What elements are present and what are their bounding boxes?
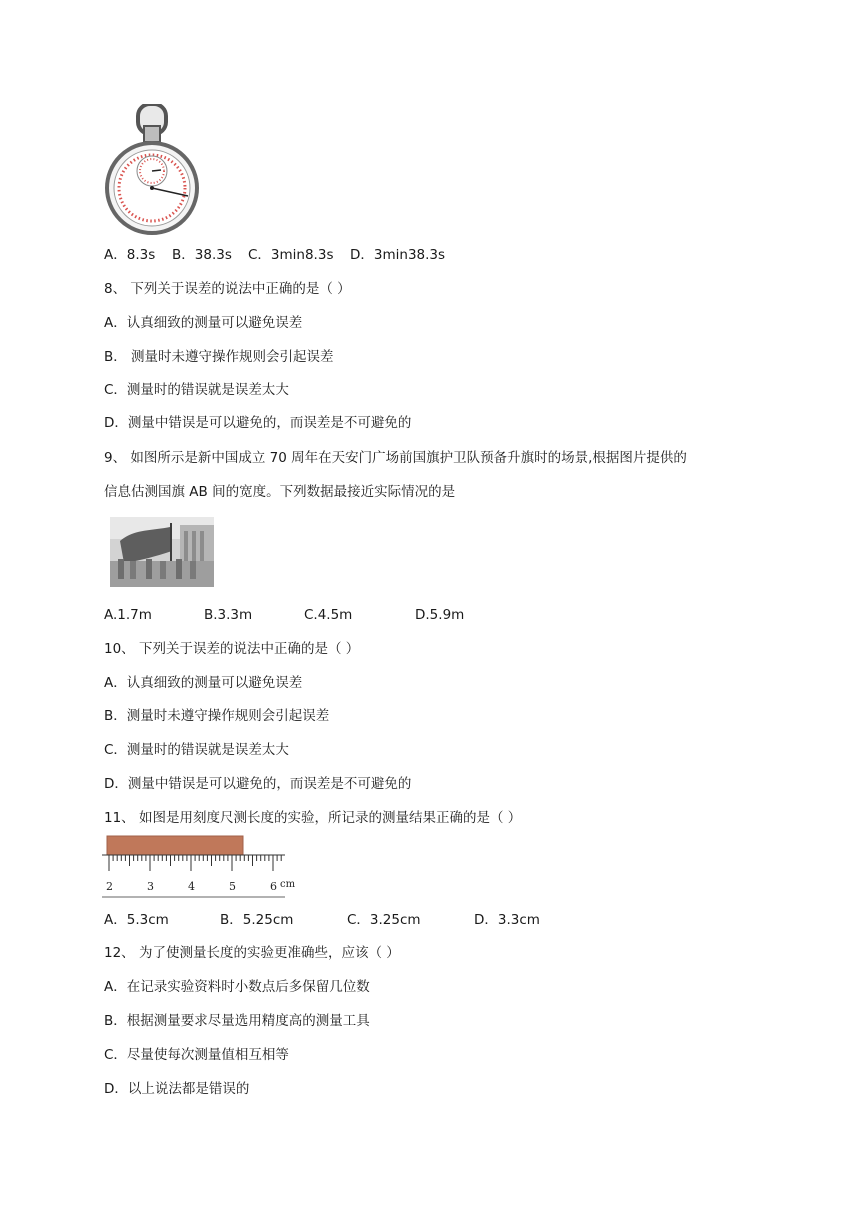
ruler-tick-label-3: 3 bbox=[147, 880, 154, 893]
q12-option-c: C．尽量使每次测量值相互相等 bbox=[104, 1047, 289, 1063]
q10-stem: 10、 下列关于误差的说法中正确的是（ ） bbox=[104, 641, 360, 657]
q10-option-d: D．测量中错误是可以避免的，而误差是不可避免的 bbox=[104, 776, 412, 792]
q7-option-d: D．3min38.3s bbox=[350, 247, 446, 263]
q8-option-a: A．认真细致的测量可以避免误差 bbox=[104, 315, 303, 331]
q11-stem: 11、 如图是用刻度尺测长度的实验，所记录的测量结果正确的是（ ） bbox=[104, 810, 522, 826]
q10-option-a: A．认真细致的测量可以避免误差 bbox=[104, 675, 303, 691]
q7-option-c: C．3min8.3s bbox=[248, 247, 334, 263]
ruler-image bbox=[102, 834, 298, 900]
q9-option-b: B.3.3m bbox=[204, 607, 253, 623]
q8-option-d: D．测量中错误是可以避免的，而误差是不可避免的 bbox=[104, 415, 412, 431]
ruler-unit-label: cm bbox=[280, 879, 296, 890]
q11-option-b: B．5.25cm bbox=[220, 912, 294, 928]
q11-option-a: A．5.3cm bbox=[104, 912, 169, 928]
q12-option-d: D．以上说法都是错误的 bbox=[104, 1081, 250, 1097]
q9-stem-line1: 9、 如图所示是新中国成立 70 周年在天安门广场前国旗护卫队预备升旗时的场景,根据图片提供的 bbox=[104, 450, 687, 466]
q12-option-a: A．在记录实验资料时小数点后多保留几位数 bbox=[104, 979, 370, 995]
q9-stem-line2: 信息估测国旗 AB 间的宽度。下列数据最接近实际情况的是 bbox=[104, 484, 456, 500]
q9-option-a: A.1.7m bbox=[104, 607, 152, 623]
q9-option-d: D.5.9m bbox=[415, 607, 465, 623]
stopwatch-icon bbox=[104, 104, 200, 236]
q9-option-c: C.4.5m bbox=[304, 607, 353, 623]
ruler-figure bbox=[102, 834, 298, 900]
q10-option-c: C．测量时的错误就是误差太大 bbox=[104, 742, 289, 758]
flag-ceremony-photo bbox=[110, 517, 214, 587]
q11-option-d: D．3.3cm bbox=[474, 912, 540, 928]
stopwatch-figure bbox=[104, 104, 200, 236]
q8-option-c: C．测量时的错误就是误差太大 bbox=[104, 382, 289, 398]
ruler-tick-label-4: 4 bbox=[188, 880, 195, 893]
q12-option-b: B．根据测量要求尽量选用精度高的测量工具 bbox=[104, 1013, 370, 1029]
q7-option-b: B．38.3s bbox=[172, 247, 232, 263]
q7-option-a: A．8.3s bbox=[104, 247, 156, 263]
ruler-tick-label-2: 2 bbox=[106, 880, 113, 893]
flag-photo-image bbox=[110, 517, 214, 587]
q10-option-b: B．测量时未遵守操作规则会引起误差 bbox=[104, 708, 330, 724]
q8-option-b: B． 测量时未遵守操作规则会引起误差 bbox=[104, 349, 334, 365]
q11-option-c: C．3.25cm bbox=[347, 912, 421, 928]
q12-stem: 12、 为了使测量长度的实验更准确些，应该（ ） bbox=[104, 945, 400, 961]
q8-stem: 8、 下列关于误差的说法中正确的是（ ） bbox=[104, 281, 351, 297]
ruler-tick-label-5: 5 bbox=[229, 880, 236, 893]
ruler-tick-label-6: 6 bbox=[270, 880, 277, 893]
